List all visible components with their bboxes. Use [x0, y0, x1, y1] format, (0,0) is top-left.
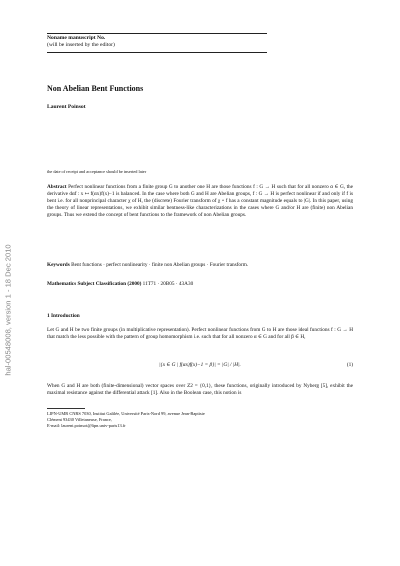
abstract-text: Perfect nonlinear functions from a finite group G to another one H are those functions f : G → H such that for all nonzero α ∈ G, the derivative dαf : x ↦ f(αx)f(x)−1 is balanced. In the case where both G and H are Abelian groups, f : G → H is perfect nonlinear if and only if f is bent i.e. for all nonprincipal character χ of H, the (discrete) Fourier transform of χ ∘ f has a constant magnitude equals to |G|. In this paper, using the theory of linear representations, we exhibit similar bentness-like characterizations in the cases where G and/or H are (finite) non Abelian groups. Thus we extend the concept of bent functions to the framework of non Abelian groups. [47, 184, 353, 219]
side-identifier-text: hal-00548008, version 1 - 18 Dec 2010 [3, 244, 13, 376]
author-footnote [47, 411, 353, 429]
footnote-rule [47, 408, 85, 409]
abstract [47, 184, 353, 219]
intro-paragraph-2: When G and H are both (finite-dimensional) vector spaces over Z2 = {0,1}, these functions, originally introduced by Nyberg [5], exhibit the maximal resistance against the differential attack [1]. Also in the Boolean case, this notion is [47, 383, 353, 397]
keywords-text: Bent functions · perfect nonlinearity · finite non Abelian groups · Fourier transform. [71, 262, 249, 268]
manuscript-note: (will be inserted by the editor) [47, 42, 115, 48]
footnote-line: LIPN-UMR CNRS 7030, Institut Galilée, Université Paris-Nord 99, avenue Jean-Baptiste [47, 411, 205, 416]
equation-number: (1) [346, 362, 353, 368]
dates-note: the date of receipt and acceptance should be inserted later [47, 169, 147, 174]
keywords-label: Keywords [47, 262, 70, 268]
section-heading: 1 Introduction [47, 313, 80, 319]
manuscript-box [47, 33, 267, 53]
footnote-line: Clément 93430 Villetaneuse, France, [47, 417, 112, 422]
side-identifier [2, 205, 14, 415]
msc-text: 11T71 · 20B05 · 43A30 [142, 281, 194, 287]
msc-label: Mathematics Subject Classification (2000) [47, 281, 142, 287]
manuscript-number: Noname manuscript No. [47, 35, 106, 41]
paper-title: Non Abelian Bent Functions [47, 84, 144, 93]
equation-body: |{x ∈ G | f(αx)f(x)−1 = β}| = |G| / |H|. [159, 362, 241, 368]
keywords [47, 262, 353, 269]
msc-classification [47, 281, 353, 288]
footnote-email: E-mail: laurent.poinsot@lipn.univ-paris13.fr [47, 423, 126, 428]
equation-1 [47, 362, 353, 374]
paper-author: Laurent Poinsot [47, 104, 86, 110]
abstract-label: Abstract [47, 184, 67, 190]
intro-paragraph: Let G and H be two finite groups (in multiplicative representation). Perfect nonlinear functions from G to H are those ideal functions f : G → H that match the less possible with the pattern of group homomorphism i.e. such that for all nonzero α ∈ G and for all β ∈ H, [47, 327, 353, 341]
